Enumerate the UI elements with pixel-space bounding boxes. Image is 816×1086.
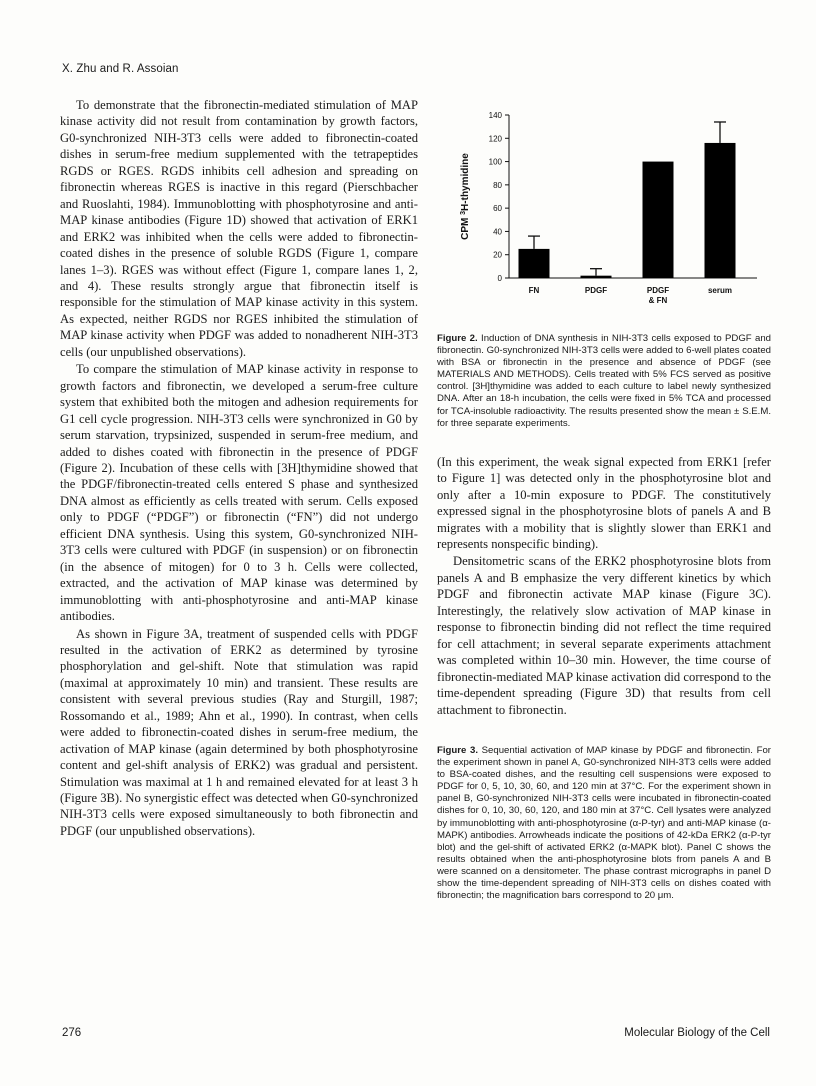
x-tick-label: PDGF [646,286,670,295]
y-tick-label: 100 [488,157,502,167]
page-number: 276 [62,1027,82,1039]
y-tick-label: 0 [497,274,502,283]
x-tick-label: & FN [648,296,668,305]
y-tick-label: 80 [493,180,502,190]
paragraph: To compare the stimulation of MAP kinase activity in response to growth factors and fibronectin, we developed a serum-free culture system that exhibited both the mitogen and adhesion requirements for G1 cell cycle progression. NIH-3T3 cells were synchronized in G0 by serum starvation, trypsinized, suspended in serum-free medium, and added to dishes coated with fibronectin in the presence of PDGF (Figure 2). Incubation of these cells with [3H]thymidine showed that the PDGF/fibronectin-treated cells entered S phase and synthesized DNA almost as efficiently as cells treated with serum. Cells exposed only to PDGF (“PDGF”) or fibronectin (“FN”) did not undergo efficient DNA synthesis. Using this system, G0-synchronized NIH-3T3 cells were cultured with PDGF (in suspension) or on fibronectin (in the absence of mitogen) for 0 to 3 h. Cells were collected, extracted, and the activation of MAP kinase was determined by immunoblotting with anti-phosphotyrosine and anti-MAP kinase antibodies. [60,362,418,624]
figure-2-caption-text: Induction of DNA synthesis in NIH-3T3 cells exposed to PDGF and fibronectin. G0-synchronized NIH-3T3 cells were added to 6-well plates coated with BSA or fibronectin in the presence and absence of PDGF (see MATERIALS AND METHODS). Cells treated with 5% FCS served as positive control. [3H]thymidine was added to each culture to label newly synthesized DNA. After an 18-h incubation, the cells were fixed in 5% TCA and processed for TCA-insoluble radioactivity. The results presented show the mean ± S.E.M. for three separate experiments. [437,333,772,429]
paragraph: As shown in Figure 3A, treatment of suspended cells with PDGF resulted in the activation of ERK2 as determined by tyrosine phosphorylation and gel-shift. Note that stimulation was rapid (maximal at approximately 10 min) and transient. These results are consistent with several previous studies (Ray and Sturgill, 1987; Rossomando et al., 1989; Ahn et al., 1990). In contrast, when cells were added to fibronectin-coated dishes in serum-free medium, the activation of MAP kinase (again determined by both phosphotyrosine content and gel-shift analysis of ERK2) was gradual and persistent. Stimulation was maximal at 1 h and remained elevated for at least 3 h (Figure 3B). No synergistic effect was detected when G0-synchronized NIH-3T3 cells were exposed simultaneously to both fibronectin and PDGF (our unpublished observations). [60,626,418,838]
figure-3-caption-text: Sequential activation of MAP kinase by PDGF and fibronectin. For the experiment shown in panel A, G0-synchronized NIH-3T3 cells were added to BSA-coated dishes, and the resulting cell suspensions were exposed to PDGF for 0, 5, 10, 30, 60, and 120 min at 37°C. For the experiment shown in panel B, G0-synchronized NIH-3T3 cells were incubated in fibronectin-coated dishes for 0, 10, 30, 60, 120, and 180 min at 37°C. Cell lysates were analyzed by immunoblotting with anti-phosphotyrosine (α-P-tyr) and anti-MAP kinase (α-MAPK) antibodies. Arrowheads indicate the positions of 42-kDa ERK2 (α-P-tyr blot) and the gel-shift of activated ERK2 (α-MAPK blot). Panel C shows the results obtained when the anti-phosphotyrosine blots from panels A and B were scanned on a densitometer. The phase contrast micrographs in panel D show the time-dependent spreading of NIH-3T3 cells on dishes coated with fibronectin; the magnification bars correspond to 20 μm. [437,745,771,902]
y-tick-label: 120 [488,134,502,144]
y-tick-label: 60 [493,204,502,214]
figure-2-chart [437,97,771,312]
y-tick-label: 40 [493,227,502,237]
x-tick-label: serum [707,286,733,295]
paragraph: (In this experiment, the weak signal expected from ERK1 [refer to Figure 1] was detected only in the phosphotyrosine blot and only after a 10-min exposure to PDGF. The constitutively expressed signal in the phosphotyrosine blots of panels A and B migrates with a mobility that is slightly slower than ERK1 and represents nonspecific binding). [437,454,771,552]
right-column [437,97,771,902]
figure-3-caption-label: Figure 3. [437,745,478,756]
bar [519,249,550,278]
x-tick-label: PDGF [584,286,608,295]
bar [643,162,674,278]
y-axis-label: CPM $^3$H-thymidine [459,153,471,240]
y-tick-label: 20 [493,250,502,260]
bar [581,276,612,278]
paragraph: To demonstrate that the fibronectin-mediated stimulation of MAP kinase activity did not result from contamination by growth factors, G0-synchronized NIH-3T3 cells were added to fibronectin-coated dishes in serum-free medium supplemented with the tetrapeptides RGDS or RGES. RGDS inhibits cell adhesion and spreading on fibronectin whereas RGES is inactive in this regard (Pierschbacher and Ruoslahti, 1984). Immunoblotting with phosphotyrosine and anti-MAP kinase antibodies (Figure 1D) showed that activation of ERK1 and ERK2 was inhibited when the cells were added to fibronectin-coated dishes in the presence of soluble RGDS (Figure 1, compare lanes 1–3). RGES was without effect (Figure 1, compare lanes 1, 2, and 4). These results strongly argue that fibronectin itself is responsible for the stimulation of MAP kinase activity in this system. As expected, neither RGDS nor RGES inhibited the stimulation of MAP kinase activity when PDGF was added to nonadherent NIH-3T3 cells (our unpublished observations). [60,98,418,359]
bar-chart [437,97,771,312]
figure-3-caption [437,745,771,902]
paragraph: Densitometric scans of the ERK2 phosphotyrosine blots from panels A and B emphasize the very different kinetics by which PDGF and fibronectin activate MAP kinase (Figure 3C). Interestingly, the relatively slow activation of MAP kinase in response to fibronectin binding did not reflect the time required for cell attachment; in several separate experiments attachment was completed within 10–30 min. However, the time course of fibronectin-mediated MAP kinase activation did correspond to the time-dependent spreading (Figure 3D) that results from cell attachment to fibronectin. [437,554,771,717]
figure-2-caption [437,333,771,430]
journal-name: Molecular Biology of the Cell [624,1027,770,1039]
x-tick-label: FN [528,286,540,295]
running-head: X. Zhu and R. Assoian [62,63,179,75]
figure-2-caption-label: Figure 2. [437,333,478,344]
y-tick-label: 140 [488,111,502,120]
left-column [60,97,418,840]
bar [705,143,736,278]
